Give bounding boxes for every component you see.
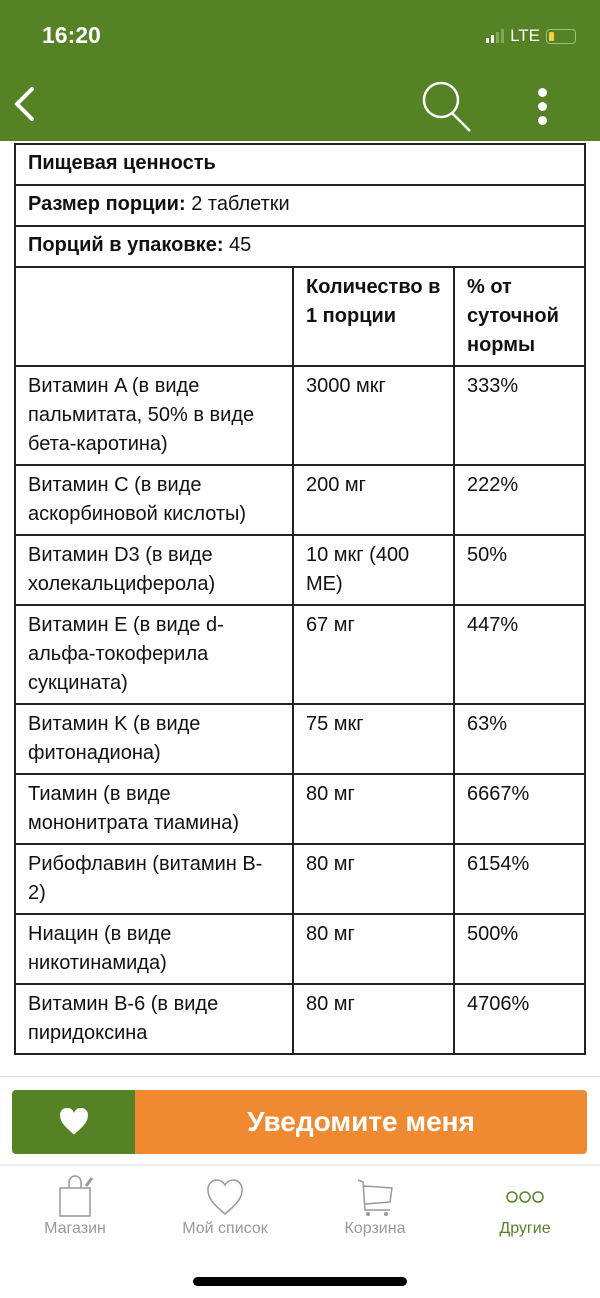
- table-row: [15, 605, 585, 704]
- nutrient-amount: 80 мг: [293, 774, 454, 844]
- nutrient-name: Ниацин (в виде никотинамида): [15, 914, 293, 984]
- cart-icon: [350, 1172, 400, 1220]
- tab-other[interactable]: Другие: [450, 1172, 600, 1238]
- table-row: [15, 366, 585, 465]
- more-icon[interactable]: [538, 88, 547, 125]
- nutrient-amount: 67 мг: [293, 605, 454, 704]
- serving-size: Размер порции: 2 таблетки: [15, 185, 585, 226]
- nutrient-amount: 10 мкг (400 МЕ): [293, 535, 454, 605]
- nutrient-amount: 80 мг: [293, 844, 454, 914]
- nutrient-name: Витамин C (в виде аскорбиновой кислоты): [15, 465, 293, 535]
- nutrient-amount: 80 мг: [293, 914, 454, 984]
- network-label: LTE: [510, 26, 540, 45]
- nutrient-dv: 222%: [454, 465, 585, 535]
- back-icon[interactable]: [12, 86, 36, 122]
- nutrient-dv: 333%: [454, 366, 585, 465]
- nutrient-dv: 50%: [454, 535, 585, 605]
- divider: [0, 1076, 600, 1077]
- nutrient-name: Рибофлавин (витамин B-2): [15, 844, 293, 914]
- servings-per-container: Порций в упаковке: 45: [15, 226, 585, 267]
- nutrient-amount: 200 мг: [293, 465, 454, 535]
- table-row: [15, 774, 585, 844]
- home-indicator[interactable]: [193, 1277, 407, 1286]
- nutrition-table: [14, 143, 586, 1076]
- tab-bar: [0, 1172, 600, 1238]
- table-row: [15, 914, 585, 984]
- table-row: [15, 844, 585, 914]
- table-row: [15, 984, 585, 1054]
- heart-icon: [59, 1108, 89, 1136]
- nutrient-name: Тиамин (в виде мононитрата тиамина): [15, 774, 293, 844]
- tab-cart[interactable]: Корзина: [300, 1172, 450, 1238]
- nutrient-dv: 500%: [454, 914, 585, 984]
- cta-bar: [12, 1090, 587, 1154]
- table-title: Пищевая ценность: [15, 144, 585, 185]
- divider: [0, 1164, 600, 1166]
- notify-me-button[interactable]: Уведомите меня: [135, 1090, 587, 1154]
- nutrient-dv: 6667%: [454, 774, 585, 844]
- table-row: [15, 465, 585, 535]
- battery-icon: [546, 29, 576, 44]
- nutrient-dv: 63%: [454, 704, 585, 774]
- top-bar: [0, 0, 600, 141]
- header-dv: % от суточной нормы: [454, 267, 585, 366]
- nutrient-dv: 447%: [454, 605, 585, 704]
- table-row: [15, 535, 585, 605]
- nutrient-amount: 75 мкг: [293, 704, 454, 774]
- tab-shop[interactable]: Магазин: [0, 1172, 150, 1238]
- header-amount: Количество в 1 порции: [293, 267, 454, 366]
- heart-outline-icon: [200, 1172, 250, 1220]
- status-icons: [486, 26, 576, 46]
- shopping-bag-icon: [50, 1172, 100, 1220]
- more-circles-icon: [500, 1172, 550, 1220]
- nutrient-name: Витамин B-6 (в виде пиридоксина: [15, 984, 293, 1054]
- signal-icon: [486, 29, 504, 43]
- tab-my-list[interactable]: Мой список: [150, 1172, 300, 1238]
- table-row: [15, 704, 585, 774]
- nutrient-amount: 80 мг: [293, 984, 454, 1054]
- nutrient-dv: 4706%: [454, 984, 585, 1054]
- status-time: 16:20: [42, 22, 101, 48]
- header-empty: [15, 267, 293, 366]
- search-icon[interactable]: [418, 80, 474, 134]
- favorite-button[interactable]: [12, 1090, 135, 1154]
- nutrient-amount: 3000 мкг: [293, 366, 454, 465]
- nutrient-dv: 6154%: [454, 844, 585, 914]
- nutrient-name: Витамин D3 (в виде холекальциферола): [15, 535, 293, 605]
- nutrient-name: Витамин E (в виде d-альфа-токоферила сукцината): [15, 605, 293, 704]
- nutrient-name: Витамин A (в виде пальмитата, 50% в виде бета-каротина): [15, 366, 293, 465]
- nutrient-name: Витамин K (в виде фитонадиона): [15, 704, 293, 774]
